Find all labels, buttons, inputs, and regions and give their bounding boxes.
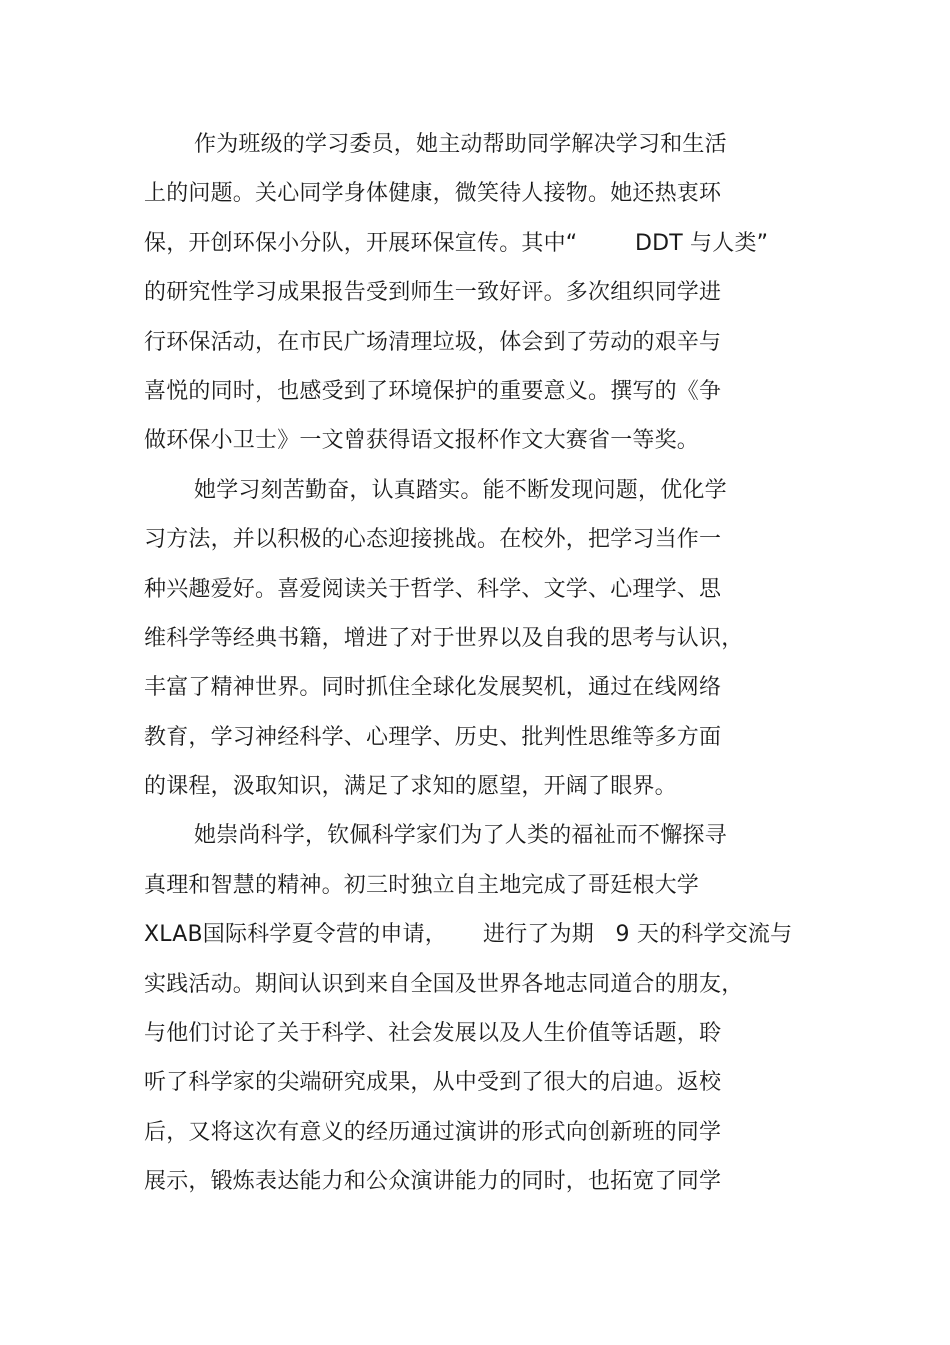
text-line: 她学习刻苦勤奋，认真踏实。能不断发现问题，优化学	[194, 477, 727, 503]
text-line: 行环保活动，在市民广场清理垃圾，体会到了劳动的艰辛与	[144, 329, 722, 355]
document-body	[144, 120, 844, 1207]
text-line: 做环保小卫士》一文曾获得语文报杯作文大赛省一等奖。	[144, 428, 700, 454]
text-line: 教育，学习神经科学、心理学、历史、批判性思维等多方面	[144, 724, 722, 750]
text-line: 听了科学家的尖端研究成果，从中受到了很大的启迪。返校	[144, 1070, 722, 1096]
text-line: 喜悦的同时，也感受到了环境保护的重要意义。撰写的《争	[144, 378, 722, 404]
text-line: 的研究性学习成果报告受到师生一致好评。多次组织同学进	[144, 280, 722, 306]
text-line: 她崇尚科学，钦佩科学家们为了人类的福祉而不懈探寻	[194, 823, 727, 849]
text-line: 真理和智慧的精神。初三时独立自主地完成了哥廷根大学	[144, 872, 700, 898]
text-line: 保，开创环保小分队，开展环保宣传。其中“ DDT 与人类”	[144, 230, 769, 256]
text-line: XLAB国际科学夏令营的申请， 进行了为期 9 天的科学交流与	[144, 922, 793, 948]
text-line: 种兴趣爱好。喜爱阅读关于哲学、科学、文学、心理学、思	[144, 576, 722, 602]
text-line: 丰富了精神世界。同时抓住全球化发展契机，通过在线网络	[144, 675, 722, 701]
text-line: 展示，锻炼表达能力和公众演讲能力的同时，也拓宽了同学	[144, 1169, 722, 1195]
text-line: 作为班级的学习委员，她主动帮助同学解决学习和生活	[194, 132, 727, 157]
text-line: 与他们讨论了关于科学、社会发展以及人生价值等话题，聆	[144, 1021, 722, 1047]
text-line: 上的问题。关心同学身体健康，微笑待人接物。她还热衷环	[144, 181, 722, 207]
text-line: 的课程，汲取知识，满足了求知的愿望，开阔了眼界。	[144, 774, 677, 800]
text-line: 维科学等经典书籍，增进了对于世界以及自我的思考与认识，	[144, 625, 744, 651]
text-line: 实践活动。期间认识到来自全国及世界各地志同道合的朋友，	[144, 971, 744, 997]
text-line: 后，又将这次有意义的经历通过演讲的形式向创新班的同学	[144, 1119, 722, 1145]
text-line: 习方法，并以积极的心态迎接挑战。在校外，把学习当作一	[144, 527, 722, 553]
